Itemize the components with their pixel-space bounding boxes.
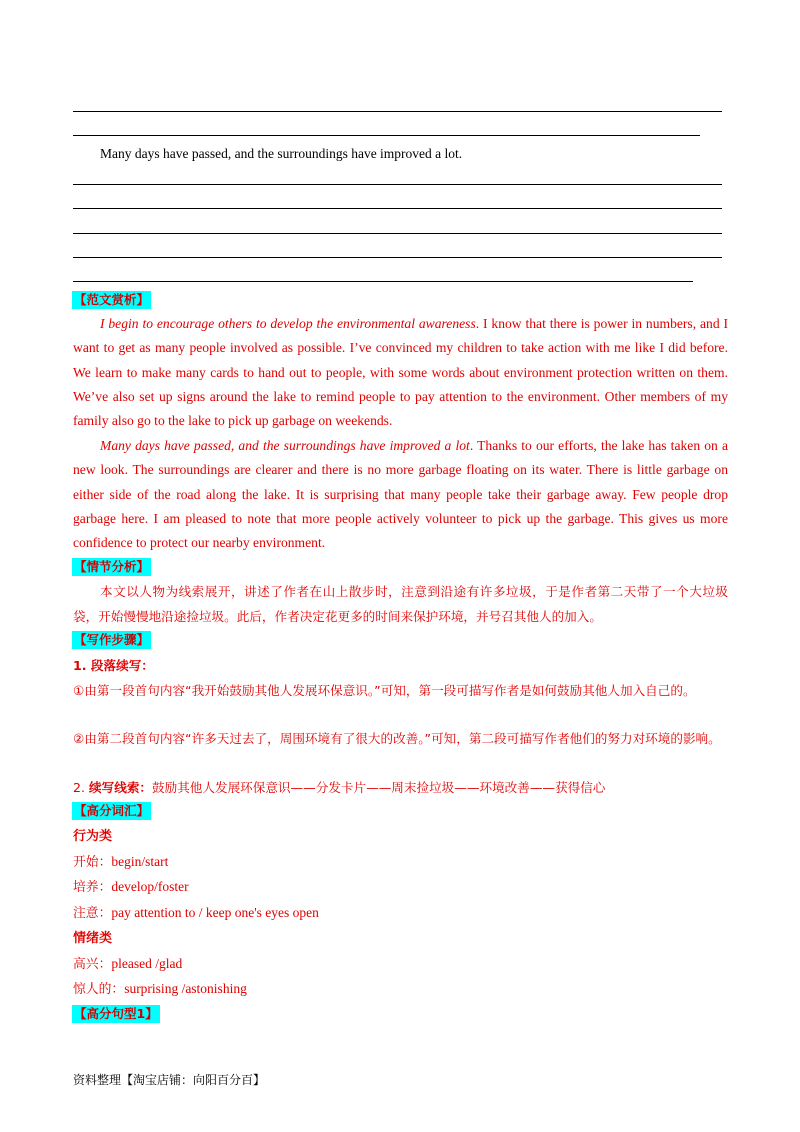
paragraph-1-lead: I begin to encourage others to develop the environmental awareness bbox=[100, 316, 476, 331]
vocabulary-tag: 【高分词汇】 bbox=[74, 803, 150, 818]
vocab-item bbox=[73, 955, 182, 974]
model-essay-tag: 【范文赏析】 bbox=[74, 292, 150, 307]
blank-line bbox=[73, 135, 700, 136]
vocab-item bbox=[73, 904, 319, 923]
vocab-cn: 高兴： bbox=[73, 957, 112, 972]
vocab-en: pay attention to / keep one's eyes open bbox=[111, 905, 319, 920]
step-1-title: 1. 段落续写： bbox=[73, 658, 154, 673]
vocab-en: develop/foster bbox=[111, 879, 189, 894]
sentence-patterns-tag: 【高分句型1】 bbox=[74, 1006, 158, 1021]
emotion-category-heading: 情绪类 bbox=[73, 931, 113, 946]
blank-line bbox=[73, 257, 722, 258]
vocab-cn: 惊人的： bbox=[73, 982, 125, 997]
vocab-item bbox=[73, 980, 247, 999]
plot-analysis-text: 本文以人物为线索展开，讲述了作者在山上散步时，注意到沿途有许多垃圾，于是作者第二天带了一个大垃圾袋，开始慢慢地沿途捡垃圾。此后，作者决定花更多的时间来保护环境，并号召其他人的加入。 bbox=[73, 584, 728, 624]
vocab-en: pleased /glad bbox=[111, 956, 183, 971]
plot-analysis-tag: 【情节分析】 bbox=[74, 559, 150, 574]
blank-line bbox=[73, 184, 722, 185]
blank-line bbox=[73, 233, 722, 234]
blank-line bbox=[73, 208, 722, 209]
vocab-en: surprising /astonishing bbox=[124, 981, 247, 996]
blank-line bbox=[73, 111, 722, 112]
vocab-item bbox=[73, 853, 168, 872]
blank-line bbox=[73, 281, 693, 282]
paragraph-opening-sentence: Many days have passed, and the surroundings have improved a lot. bbox=[100, 146, 463, 161]
step-2-title: 续写线索： bbox=[89, 780, 152, 795]
step-1-item-1: ①由第一段首句内容“我开始鼓励其他人发展环保意识。”可知，第一段可描写作者是如何鼓励其他人加入自己的。 bbox=[73, 683, 696, 698]
page-footer: 资料整理【淘宝店铺：向阳百分百】 bbox=[73, 1073, 266, 1087]
step-1-item-2: ②由第二段首句内容“许多天过去了，周围环境有了很大的改善。”可知，第二段可描写作者他们的努力对环境的影响。 bbox=[73, 731, 721, 746]
model-essay-paragraph-2 bbox=[73, 434, 728, 555]
paragraph-2-body: . Thanks to our efforts, the lake has taken on a new look. The surroundings are clearer and there is no more garbage floating on its water. There is little garbage on either side of the road along the lake. It is surprising that many people take their garbage away. Few people drop garbage here. I am pleased to note that more people actively volunteer to pick up the garbage. This gives us more confidence to protect our nearby environment. bbox=[73, 438, 728, 551]
step-2-text: 鼓励其他人发展环保意识——分发卡片——周末捡垃圾——环境改善——获得信心 bbox=[152, 780, 606, 795]
vocab-en: begin/start bbox=[111, 854, 169, 869]
paragraph-1-body: . I know that there is power in numbers, and I want to get as many people involved as possible. I’ve convinced my children to take action with me like I did before. We learn to make many cards to hand out to people, with some words about environment protection written on them. We’ve also set up signs around the lake to remind people to pay attention to the environment. Other members of my family also go to the lake to pick up garbage on weekends. bbox=[73, 316, 728, 429]
vocab-cn: 注意： bbox=[73, 906, 112, 921]
paragraph-2-lead: Many days have passed, and the surroundings have improved a lot bbox=[100, 438, 470, 453]
writing-steps-tag: 【写作步骤】 bbox=[74, 632, 150, 647]
behavior-category-heading: 行为类 bbox=[73, 829, 113, 844]
step-2-line bbox=[73, 776, 728, 801]
vocab-item bbox=[73, 878, 189, 897]
model-essay-paragraph-1 bbox=[73, 312, 728, 433]
vocab-cn: 开始： bbox=[73, 855, 112, 870]
step-2-number: 2. bbox=[73, 780, 90, 795]
vocab-cn: 培养： bbox=[73, 880, 112, 895]
